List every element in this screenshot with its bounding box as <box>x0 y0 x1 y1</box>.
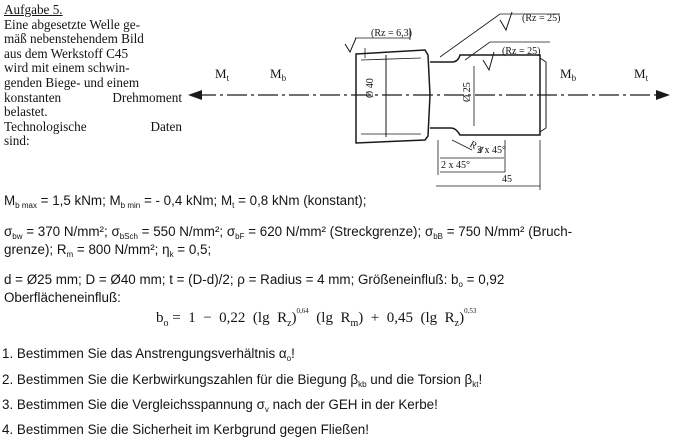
roughness-label: (Rz = 6,3) <box>371 28 412 39</box>
dia-small-label: Ø 25 <box>462 82 473 102</box>
intro-line: belastet. <box>4 104 48 120</box>
chamfer-label: 2 x 45° <box>441 160 470 171</box>
moment-t-right: $M_t$ <box>634 66 649 83</box>
roughness-symbol-icon <box>345 38 356 52</box>
shaft-drawing <box>0 0 677 200</box>
task-item: 4. Bestimmen Sie die Sicherheit im Kerbgrund gegen Fließen! <box>2 422 369 437</box>
task-item: 1. Bestimmen Sie das Anstrengungsverhältnis $\alpha_o$! <box>2 346 295 363</box>
chamfer-label: 2 x 45° <box>477 145 506 156</box>
intro-line: Eine abgesetzte Welle ge- <box>4 16 140 32</box>
intro-line: genden Biege- und einem <box>4 74 140 90</box>
intro-line: sind: <box>4 133 30 149</box>
task-item: 3. Bestimmen Sie die Vergleichsspannung $\sigma_v$ nach der GEH in der Kerbe! <box>2 397 438 414</box>
intro-word: Drehmoment <box>112 89 182 105</box>
intro-line: aus dem Werkstoff C45 <box>4 45 129 61</box>
intro-line: wird mit einem schwin- <box>4 60 130 76</box>
intro-word: Technologische <box>4 118 87 134</box>
surface-formula: $b_o = 1 - 0,22$ (lg $R_z)^{0,64}$ (lg $R_m) + 0,45$ (lg $R_z)^{0,53}$ <box>156 307 477 329</box>
intro-line: mäß nebenstehendem Bild <box>4 31 144 47</box>
data-line-4: d = Ø25 mm; D = Ø40 mm; t = (D-d)/2; ρ = Radius = 4 mm; Größeneinfluß: $b_o = 0,92$ <box>4 272 505 289</box>
task-item: 2. Bestimmen Sie die Kerbwirkungszahlen für die Biegung $\beta_{kb}$ und die Torsion $\beta_{kt}$! <box>2 372 483 389</box>
roughness-label: (Rz = 25) <box>502 46 541 57</box>
data-line-5: Oberflächeneinfluß: <box>4 290 121 305</box>
task-title: Aufgabe 5. <box>4 2 63 17</box>
length-label: 45 <box>502 174 512 185</box>
data-line-2: $\sigma_{bw} = 370$ N/mm²; $\sigma_{bSch} = 550$ N/mm²; $\sigma_{bF} = 620$ N/mm² (Streckgrenze); $\sigma_{bB} = 750$ N/mm² (Bruch- <box>4 224 573 241</box>
roughness-symbol-icon <box>500 12 512 30</box>
roughness-label: (Rz = 25) <box>522 13 561 24</box>
radius-label: R 4 <box>467 139 486 156</box>
arrow-right-icon <box>656 90 670 100</box>
intro-word: konstanten <box>4 89 62 105</box>
data-line-1: $M_{b max} = 1,5$ kNm; $M_{b min}$ = - 0,4 kNm; $M_t = 0,8$ kNm (konstant); <box>4 193 367 210</box>
moment-b-left: $M_b$ <box>270 66 287 83</box>
moment-t-left: $M_t$ <box>215 66 230 83</box>
moment-b-right: $M_b$ <box>560 66 577 83</box>
arrow-left-icon <box>188 90 202 100</box>
intro-word: Daten <box>150 118 182 134</box>
dia-large-label: Ø 40 <box>365 78 376 98</box>
data-line-3: grenze); $R_m = 800$ N/mm²; $\eta_k = 0,5$; <box>4 242 212 259</box>
